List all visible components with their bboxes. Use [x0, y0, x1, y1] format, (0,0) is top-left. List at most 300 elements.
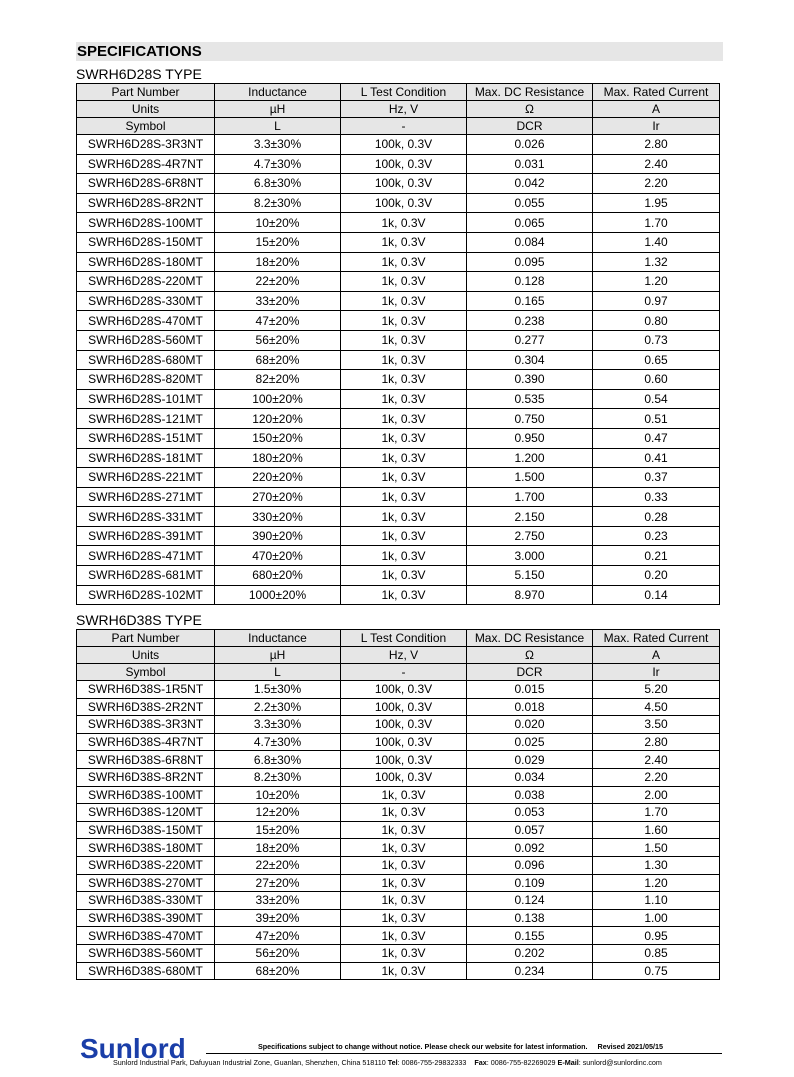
table-cell: 330±20%	[215, 507, 341, 527]
table-row	[77, 786, 720, 804]
table-row	[77, 962, 720, 980]
table-cell: SWRH6D28S-102MT	[77, 585, 215, 605]
table-row	[77, 154, 720, 174]
table-cell: 1k, 0.3V	[341, 428, 467, 448]
table-type-label: SWRH6D28S TYPE	[76, 66, 202, 82]
table-row	[77, 821, 720, 839]
table-cell: 1k, 0.3V	[341, 448, 467, 468]
symbol-row-cell: L	[215, 118, 341, 135]
table-cell: SWRH6D28S-101MT	[77, 389, 215, 409]
table-row	[77, 892, 720, 910]
table-cell: 0.37	[593, 468, 720, 488]
table-cell: 0.025	[467, 733, 593, 751]
table-cell: 1.40	[593, 232, 720, 252]
table-cell: 0.60	[593, 370, 720, 390]
table-row	[77, 193, 720, 213]
table-cell: 2.2±30%	[215, 698, 341, 716]
table-cell: 0.128	[467, 272, 593, 292]
table-cell: 100k, 0.3V	[341, 681, 467, 699]
table-cell: 0.026	[467, 135, 593, 155]
table-cell: 2.40	[593, 751, 720, 769]
footer-notice	[258, 1042, 663, 1051]
table-row	[77, 409, 720, 429]
table-row	[77, 909, 720, 927]
units-row	[77, 101, 720, 118]
table-cell: 1k, 0.3V	[341, 252, 467, 272]
table-cell: 1k, 0.3V	[341, 804, 467, 822]
table-cell: SWRH6D28S-471MT	[77, 546, 215, 566]
table-cell: 3.000	[467, 546, 593, 566]
table-cell: 1k, 0.3V	[341, 213, 467, 233]
table-cell: 1k, 0.3V	[341, 821, 467, 839]
table-cell: SWRH6D38S-180MT	[77, 839, 215, 857]
units-row	[77, 647, 720, 664]
table-cell: 270±20%	[215, 487, 341, 507]
units-row-cell: µH	[215, 101, 341, 118]
email-label: E-Mail	[557, 1058, 579, 1067]
units-row-cell: Hz, V	[341, 647, 467, 664]
table-cell: 220±20%	[215, 468, 341, 488]
footer-address	[113, 1058, 662, 1067]
table-cell: SWRH6D28S-4R7NT	[77, 154, 215, 174]
table-cell: 3.3±30%	[215, 135, 341, 155]
symbol-row-cell: DCR	[467, 118, 593, 135]
table-cell: 0.084	[467, 232, 593, 252]
table-cell: 3.3±30%	[215, 716, 341, 734]
table-row	[77, 751, 720, 769]
table-row	[77, 174, 720, 194]
table-cell: 8.970	[467, 585, 593, 605]
table-cell: 100k, 0.3V	[341, 716, 467, 734]
fax-value: : 0086-755-82269029	[486, 1058, 556, 1067]
table-cell: 0.038	[467, 786, 593, 804]
table-cell: SWRH6D28S-151MT	[77, 428, 215, 448]
table-cell: SWRH6D28S-181MT	[77, 448, 215, 468]
table-cell: 1.70	[593, 804, 720, 822]
table-cell: 6.8±30%	[215, 751, 341, 769]
table-cell: 56±20%	[215, 944, 341, 962]
table-cell: SWRH6D38S-390MT	[77, 909, 215, 927]
table-cell: 56±20%	[215, 330, 341, 350]
table-cell: 39±20%	[215, 909, 341, 927]
table-cell: 2.20	[593, 174, 720, 194]
table-cell: SWRH6D28S-331MT	[77, 507, 215, 527]
table-cell: SWRH6D38S-1R5NT	[77, 681, 215, 699]
table-cell: 0.015	[467, 681, 593, 699]
table-cell: 1k, 0.3V	[341, 909, 467, 927]
table-cell: SWRH6D28S-6R8NT	[77, 174, 215, 194]
table-row	[77, 546, 720, 566]
table-cell: 3.50	[593, 716, 720, 734]
table-row	[77, 716, 720, 734]
table-cell: 100k, 0.3V	[341, 174, 467, 194]
table-cell: 33±20%	[215, 291, 341, 311]
table-cell: 0.109	[467, 874, 593, 892]
table-row	[77, 448, 720, 468]
table-cell: 8.2±30%	[215, 768, 341, 786]
header-row-cell: Part Number	[77, 630, 215, 647]
table-cell: SWRH6D28S-680MT	[77, 350, 215, 370]
table-row	[77, 507, 720, 527]
table-row	[77, 135, 720, 155]
table-cell: SWRH6D38S-6R8NT	[77, 751, 215, 769]
header-row-cell: Inductance	[215, 84, 341, 101]
units-row-cell: Hz, V	[341, 101, 467, 118]
sunlord-logo: Sunlord	[80, 1033, 186, 1064]
table-row	[77, 311, 720, 331]
table-cell: 1k, 0.3V	[341, 892, 467, 910]
table-cell: 150±20%	[215, 428, 341, 448]
table-cell: 1000±20%	[215, 585, 341, 605]
revised-date: Revised 2021/05/15	[597, 1042, 664, 1051]
table-cell: SWRH6D38S-470MT	[77, 927, 215, 945]
spec-table-swrh6d28s	[76, 83, 720, 605]
table-cell: 1k, 0.3V	[341, 232, 467, 252]
table-cell: 0.95	[593, 927, 720, 945]
table-cell: SWRH6D28S-470MT	[77, 311, 215, 331]
table-cell: SWRH6D28S-330MT	[77, 291, 215, 311]
table-cell: 2.80	[593, 135, 720, 155]
units-row-cell: Units	[77, 101, 215, 118]
table-cell: 0.75	[593, 962, 720, 980]
table-cell: 2.00	[593, 786, 720, 804]
table-cell: 0.20	[593, 566, 720, 586]
table-cell: 1k, 0.3V	[341, 350, 467, 370]
table-cell: 0.14	[593, 585, 720, 605]
table-cell: SWRH6D38S-120MT	[77, 804, 215, 822]
table-cell: 0.020	[467, 716, 593, 734]
table-cell: 1.95	[593, 193, 720, 213]
table-row	[77, 804, 720, 822]
table-cell: 4.7±30%	[215, 154, 341, 174]
table-cell: 12±20%	[215, 804, 341, 822]
header-row	[77, 630, 720, 647]
table-cell: 0.950	[467, 428, 593, 448]
table-cell: 0.057	[467, 821, 593, 839]
table-cell: 0.51	[593, 409, 720, 429]
table-row	[77, 370, 720, 390]
table-cell: 82±20%	[215, 370, 341, 390]
table-cell: 0.029	[467, 751, 593, 769]
table-cell: 2.80	[593, 733, 720, 751]
table-cell: 1k, 0.3V	[341, 311, 467, 331]
table-row	[77, 874, 720, 892]
table-cell: SWRH6D38S-330MT	[77, 892, 215, 910]
table-row	[77, 566, 720, 586]
table-cell: 0.277	[467, 330, 593, 350]
table-cell: 1.30	[593, 856, 720, 874]
table-row	[77, 526, 720, 546]
table-cell: 0.065	[467, 213, 593, 233]
symbol-row-cell: DCR	[467, 664, 593, 681]
units-row-cell: Ω	[467, 647, 593, 664]
tel-label: Tel	[387, 1058, 398, 1067]
table-row	[77, 944, 720, 962]
table-cell: SWRH6D38S-2R2NT	[77, 698, 215, 716]
table-cell: 1k, 0.3V	[341, 839, 467, 857]
table-cell: SWRH6D28S-271MT	[77, 487, 215, 507]
table-cell: SWRH6D38S-220MT	[77, 856, 215, 874]
table-cell: 180±20%	[215, 448, 341, 468]
table-cell: 100k, 0.3V	[341, 768, 467, 786]
units-row-cell: A	[593, 101, 720, 118]
symbol-row-cell: -	[341, 664, 467, 681]
table-cell: 1k, 0.3V	[341, 487, 467, 507]
header-row-cell: Part Number	[77, 84, 215, 101]
symbol-row	[77, 118, 720, 135]
symbol-row-cell: Symbol	[77, 118, 215, 135]
table-cell: SWRH6D38S-3R3NT	[77, 716, 215, 734]
tel-value: : 0086-755-29832333	[397, 1058, 467, 1067]
table-cell: 0.73	[593, 330, 720, 350]
table-cell: 22±20%	[215, 856, 341, 874]
table-cell: 6.8±30%	[215, 174, 341, 194]
table-cell: 1k, 0.3V	[341, 546, 467, 566]
table-cell: SWRH6D28S-220MT	[77, 272, 215, 292]
table-cell: SWRH6D38S-560MT	[77, 944, 215, 962]
table-cell: 0.234	[467, 962, 593, 980]
table-cell: 8.2±30%	[215, 193, 341, 213]
table-cell: 1k, 0.3V	[341, 389, 467, 409]
table-cell: 15±20%	[215, 821, 341, 839]
address-text: Sunlord Industrial Park, Dafuyuan Industrial Zone, Guanlan, Shenzhen, China 518110	[113, 1058, 386, 1067]
table-cell: 0.031	[467, 154, 593, 174]
table-cell: 1.70	[593, 213, 720, 233]
table-cell: 68±20%	[215, 962, 341, 980]
table-cell: 1k, 0.3V	[341, 370, 467, 390]
notice-text: Specifications subject to change without notice. Please check our website for latest information.	[258, 1042, 588, 1051]
table-cell: 10±20%	[215, 213, 341, 233]
table-cell: 0.750	[467, 409, 593, 429]
table-cell: 0.535	[467, 389, 593, 409]
header-row-cell: Max. Rated Current	[593, 630, 720, 647]
table-row	[77, 839, 720, 857]
table-cell: 100k, 0.3V	[341, 751, 467, 769]
table-cell: 0.23	[593, 526, 720, 546]
table-cell: SWRH6D28S-681MT	[77, 566, 215, 586]
table-cell: 0.092	[467, 839, 593, 857]
table-cell: 0.202	[467, 944, 593, 962]
table-row	[77, 698, 720, 716]
table-cell: 0.055	[467, 193, 593, 213]
table-cell: 680±20%	[215, 566, 341, 586]
table-row	[77, 487, 720, 507]
table-cell: 1k, 0.3V	[341, 468, 467, 488]
header-row-cell: Max. DC Resistance	[467, 630, 593, 647]
symbol-row-cell: Symbol	[77, 664, 215, 681]
table-row	[77, 330, 720, 350]
table-cell: 0.390	[467, 370, 593, 390]
table-cell: 4.7±30%	[215, 733, 341, 751]
table-type-label: SWRH6D38S TYPE	[76, 612, 202, 628]
fax-label: Fax	[474, 1058, 487, 1067]
table-cell: 10±20%	[215, 786, 341, 804]
table-cell: 1k, 0.3V	[341, 291, 467, 311]
table-cell: 47±20%	[215, 311, 341, 331]
header-row-cell: Inductance	[215, 630, 341, 647]
symbol-row-cell: Ir	[593, 664, 720, 681]
table-cell: SWRH6D38S-680MT	[77, 962, 215, 980]
table-cell: 1k, 0.3V	[341, 944, 467, 962]
table-cell: SWRH6D28S-391MT	[77, 526, 215, 546]
table-cell: 1k, 0.3V	[341, 272, 467, 292]
table-cell: 0.096	[467, 856, 593, 874]
table-row	[77, 272, 720, 292]
table-cell: 1.200	[467, 448, 593, 468]
table-cell: 18±20%	[215, 252, 341, 272]
table-cell: SWRH6D38S-4R7NT	[77, 733, 215, 751]
table-cell: SWRH6D28S-560MT	[77, 330, 215, 350]
symbol-row	[77, 664, 720, 681]
table-cell: 1.700	[467, 487, 593, 507]
table-cell: 1.20	[593, 874, 720, 892]
table-cell: SWRH6D28S-100MT	[77, 213, 215, 233]
table-cell: 2.750	[467, 526, 593, 546]
email-value: : sunlord@sunlordinc.com	[578, 1058, 662, 1067]
table-cell: 100k, 0.3V	[341, 698, 467, 716]
table-cell: SWRH6D28S-121MT	[77, 409, 215, 429]
header-row-cell: L Test Condition	[341, 630, 467, 647]
table-cell: 0.018	[467, 698, 593, 716]
table-cell: 2.40	[593, 154, 720, 174]
table-row	[77, 252, 720, 272]
table-cell: 1.10	[593, 892, 720, 910]
table-cell: 1.5±30%	[215, 681, 341, 699]
table-row	[77, 389, 720, 409]
table-cell: 1.20	[593, 272, 720, 292]
table-cell: 0.54	[593, 389, 720, 409]
table-row	[77, 585, 720, 605]
table-cell: 100k, 0.3V	[341, 135, 467, 155]
table-cell: 18±20%	[215, 839, 341, 857]
table-cell: 47±20%	[215, 927, 341, 945]
table-cell: 0.33	[593, 487, 720, 507]
table-cell: SWRH6D28S-150MT	[77, 232, 215, 252]
table-cell: 27±20%	[215, 874, 341, 892]
table-cell: 0.85	[593, 944, 720, 962]
table-cell: 1.60	[593, 821, 720, 839]
table-cell: 33±20%	[215, 892, 341, 910]
table-cell: 0.155	[467, 927, 593, 945]
table-cell: 68±20%	[215, 350, 341, 370]
table-cell: 100k, 0.3V	[341, 733, 467, 751]
table-cell: SWRH6D38S-150MT	[77, 821, 215, 839]
table-cell: 1k, 0.3V	[341, 856, 467, 874]
table-cell: 15±20%	[215, 232, 341, 252]
table-cell: 0.165	[467, 291, 593, 311]
spec-table-swrh6d38s	[76, 629, 720, 980]
table-cell: 1.500	[467, 468, 593, 488]
table-cell: SWRH6D38S-270MT	[77, 874, 215, 892]
table-cell: 1k, 0.3V	[341, 409, 467, 429]
table-cell: 1.00	[593, 909, 720, 927]
table-cell: 100k, 0.3V	[341, 193, 467, 213]
table-cell: 0.304	[467, 350, 593, 370]
table-cell: 0.034	[467, 768, 593, 786]
table-row	[77, 733, 720, 751]
table-cell: 0.97	[593, 291, 720, 311]
table-cell: 4.50	[593, 698, 720, 716]
table-cell: 0.095	[467, 252, 593, 272]
header-row-cell: L Test Condition	[341, 84, 467, 101]
page-title: SPECIFICATIONS	[76, 42, 723, 61]
table-row	[77, 468, 720, 488]
table-row	[77, 927, 720, 945]
table-cell: 5.20	[593, 681, 720, 699]
table-cell: SWRH6D28S-3R3NT	[77, 135, 215, 155]
units-row-cell: Ω	[467, 101, 593, 118]
table-row	[77, 291, 720, 311]
table-cell: SWRH6D28S-8R2NT	[77, 193, 215, 213]
table-cell: 22±20%	[215, 272, 341, 292]
table-cell: SWRH6D28S-221MT	[77, 468, 215, 488]
table-cell: 120±20%	[215, 409, 341, 429]
table-cell: 470±20%	[215, 546, 341, 566]
table-cell: 0.80	[593, 311, 720, 331]
table-cell: 1k, 0.3V	[341, 526, 467, 546]
table-cell: 1.50	[593, 839, 720, 857]
units-row-cell: Units	[77, 647, 215, 664]
table-cell: 1k, 0.3V	[341, 786, 467, 804]
table-row	[77, 232, 720, 252]
table-cell: 1k, 0.3V	[341, 962, 467, 980]
table-row	[77, 681, 720, 699]
table-cell: SWRH6D38S-100MT	[77, 786, 215, 804]
table-cell: 1.32	[593, 252, 720, 272]
table-cell: 1k, 0.3V	[341, 874, 467, 892]
table-row	[77, 856, 720, 874]
table-cell: 390±20%	[215, 526, 341, 546]
table-cell: 100k, 0.3V	[341, 154, 467, 174]
header-row-cell: Max. Rated Current	[593, 84, 720, 101]
table-cell: 0.21	[593, 546, 720, 566]
table-cell: 1k, 0.3V	[341, 585, 467, 605]
header-row	[77, 84, 720, 101]
table-cell: 0.053	[467, 804, 593, 822]
table-cell: 0.47	[593, 428, 720, 448]
units-row-cell: µH	[215, 647, 341, 664]
table-row	[77, 428, 720, 448]
table-cell: 0.28	[593, 507, 720, 527]
table-row	[77, 213, 720, 233]
table-cell: 0.138	[467, 909, 593, 927]
table-cell: 100±20%	[215, 389, 341, 409]
table-row	[77, 768, 720, 786]
table-cell: 1k, 0.3V	[341, 566, 467, 586]
table-cell: 1k, 0.3V	[341, 507, 467, 527]
table-cell: SWRH6D38S-8R2NT	[77, 768, 215, 786]
footer-divider	[206, 1053, 722, 1054]
table-cell: 0.238	[467, 311, 593, 331]
symbol-row-cell: L	[215, 664, 341, 681]
symbol-row-cell: -	[341, 118, 467, 135]
table-cell: 2.20	[593, 768, 720, 786]
table-cell: SWRH6D28S-820MT	[77, 370, 215, 390]
table-row	[77, 350, 720, 370]
units-row-cell: A	[593, 647, 720, 664]
symbol-row-cell: Ir	[593, 118, 720, 135]
table-cell: 1k, 0.3V	[341, 927, 467, 945]
table-cell: 0.65	[593, 350, 720, 370]
table-cell: 5.150	[467, 566, 593, 586]
header-row-cell: Max. DC Resistance	[467, 84, 593, 101]
table-cell: 0.124	[467, 892, 593, 910]
table-cell: 0.41	[593, 448, 720, 468]
table-cell: 1k, 0.3V	[341, 330, 467, 350]
table-cell: SWRH6D28S-180MT	[77, 252, 215, 272]
table-cell: 0.042	[467, 174, 593, 194]
table-cell: 2.150	[467, 507, 593, 527]
